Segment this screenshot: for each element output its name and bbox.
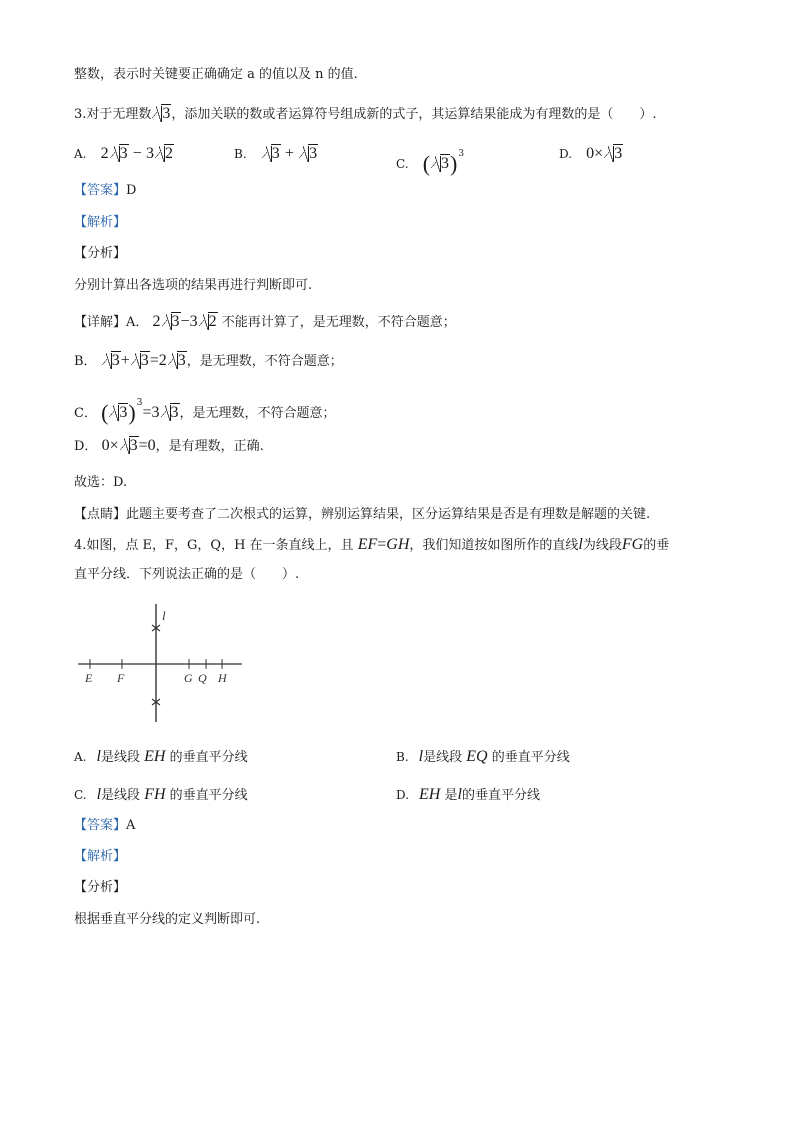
q4-jiexi-tag: 【解析】 (74, 849, 127, 864)
label-E: E (85, 671, 93, 685)
q3-detail-c: C． ( 3)$^3$=3 3，是无理数，不符合题意； (74, 398, 336, 425)
q3-jiexi-tag: 【解析】 (74, 215, 127, 230)
q3-option-d: D. 0× 3 (559, 145, 623, 162)
q4-option-d: D. EH 是l的垂直平分线 (396, 786, 540, 803)
q3-stem (74, 104, 657, 124)
q4-option-b: B. l是线段 EQ 的垂直平分线 (396, 748, 570, 765)
q3-answer: 【答案】D (74, 183, 137, 198)
q3-stem-start: 3.对于无理数 (74, 107, 152, 122)
label-G: G (184, 671, 193, 685)
q4-stem: 4.如图，点 E，F，G，Q，H 在一条直线上，且 EF=GH，我们知道按如图所作的直线l为线段FG的垂 (74, 536, 670, 553)
q4-stem-line2: 直平分线．下列说法正确的是（ ）. (74, 567, 300, 582)
label-Q: Q (198, 671, 207, 685)
q3-detail-b: B． 3+ 3=2 3，是无理数，不符合题意； (74, 352, 343, 369)
q3-comment: 【点睛】此题主要考查了二次根式的运算，辨别运算结果，区分运算结果是否是有理数是解题的关键. (74, 507, 651, 522)
label-l: l (162, 608, 166, 623)
q3-detail-a: 【详解】A． 2 3−3 2 不能再计算了，是无理数，不符合题意； (74, 313, 456, 330)
q3-option-a: A. 2 3 − 3 2 (74, 145, 173, 162)
q3-detail-d: D． 0× 3=0，是有理数，正确. (74, 437, 264, 454)
intro-line: 整数，表示时关键要正确确定 a 的值以及 n 的值. (74, 67, 358, 82)
sqrt3-expression: 3 (152, 104, 171, 123)
q3-option-b: B. 3 + 3 (234, 145, 318, 162)
q4-answer: 【答案】A (74, 818, 136, 833)
perpendicular-bisector-figure (74, 598, 254, 728)
q4-option-c: C. l是线段 FH 的垂直平分线 (74, 786, 248, 803)
q3-fenxi-text: 分别计算出各选项的结果再进行判断即可. (74, 278, 313, 293)
label-H: H (218, 671, 227, 685)
q3-fenxi-tag: 【分析】 (74, 246, 127, 261)
q3-stem-end: ，添加关联的数或者运算符号组成新的式子，其运算结果能成为有理数的是（ ）. (171, 107, 657, 122)
q4-option-a: A. l是线段 EH 的垂直平分线 (74, 748, 248, 765)
q3-option-c: C. ( 3)$^3$ (396, 149, 465, 176)
q4-fenxi-text: 根据垂直平分线的定义判断即可. (74, 912, 261, 927)
label-F: F (117, 671, 125, 685)
q3-choose: 故选：D. (74, 475, 128, 490)
q4-fenxi-tag: 【分析】 (74, 880, 127, 895)
